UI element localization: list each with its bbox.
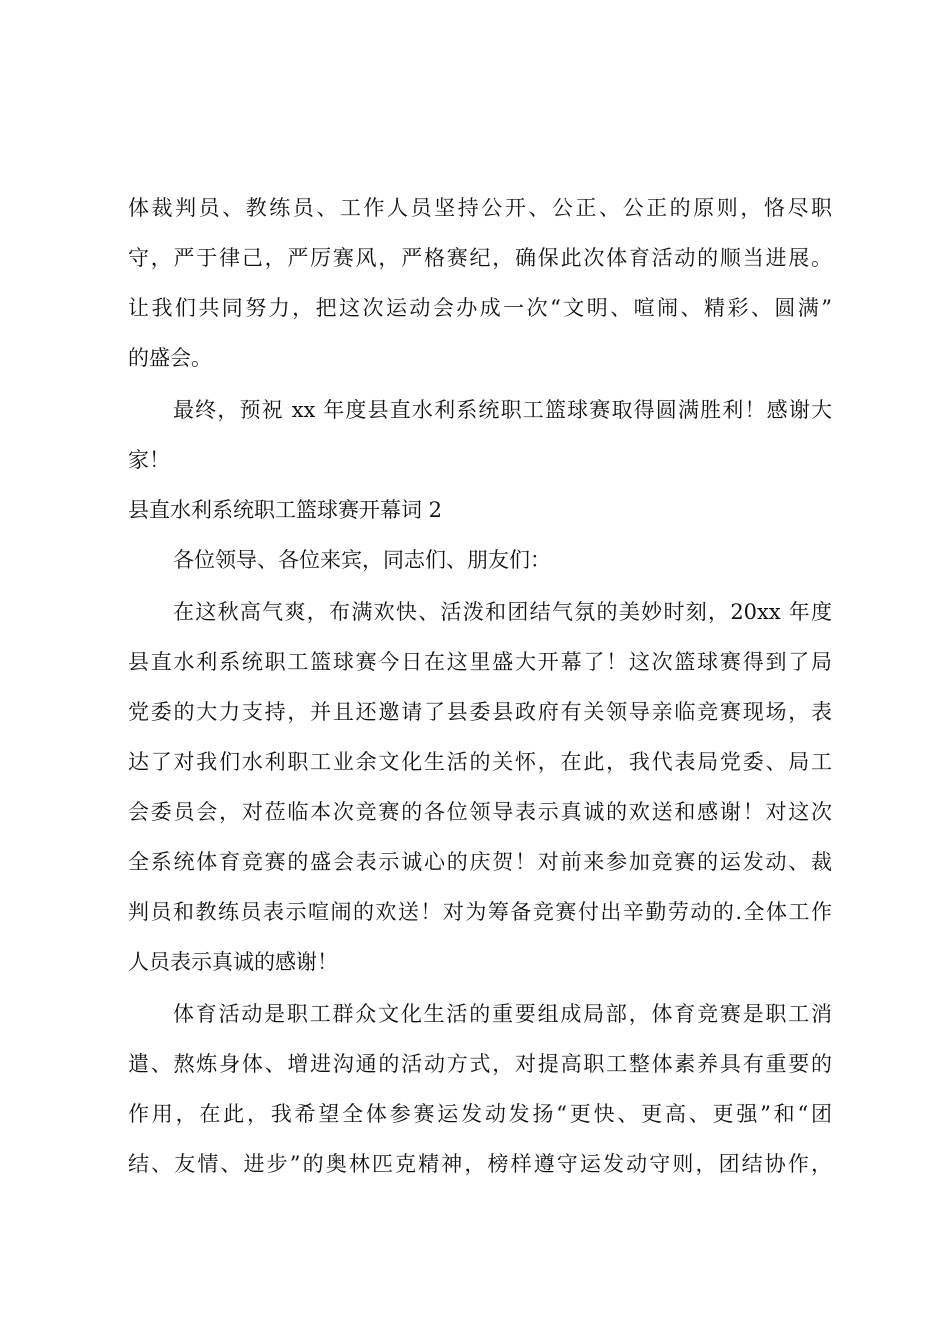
body-text-line: 的盛会。 xyxy=(128,346,212,370)
body-text-line: 在这秋高气爽，布满欢快、活泼和团结气氛的美妙时刻，20xx 年度 xyxy=(173,600,832,624)
body-text-line: 家！ xyxy=(128,448,170,472)
body-text-line: 体裁判员、教练员、工作人员坚持公开、公正、公正的原则，恪尽职 xyxy=(128,196,832,220)
body-text-line: 县直水利系统职工篮球赛今日在这里盛大开幕了！这次篮球赛得到了局 xyxy=(128,650,832,674)
body-text-line: 守，严于律己，严厉赛风，严格赛纪，确保此次体育活动的顺当进展。 xyxy=(128,246,832,270)
body-text-line: 体育活动是职工群众文化生活的重要组成局部，体育竞赛是职工消 xyxy=(173,1002,832,1026)
body-text-line: 党委的大力支持，并且还邀请了县委县政府有关领导亲临竞赛现场，表 xyxy=(128,700,832,724)
body-text-line: 作用，在此，我希望全体参赛运发动发扬“更快、更高、更强”和“团 xyxy=(128,1102,832,1126)
section-heading: 县直水利系统职工篮球赛开幕词 2 xyxy=(128,498,443,522)
salutation-line: 各位领导、各位来宾，同志们、朋友们： xyxy=(173,548,551,572)
body-text-line: 让我们共同努力，把这次运动会办成一次“文明、喧闹、精彩、圆满” xyxy=(128,296,832,320)
body-text-line: 判员和教练员表示喧闹的欢送！对为筹备竞赛付出辛勤劳动的.全体工作 xyxy=(128,900,832,924)
body-text-line: 达了对我们水利职工业余文化生活的关怀，在此，我代表局党委、局工 xyxy=(128,750,832,774)
body-text-line: 会委员会，对莅临本次竞赛的各位领导表示真诚的欢送和感谢！对这次 xyxy=(128,800,832,824)
body-text-line: 最终，预祝 xx 年度县直水利系统职工篮球赛取得圆满胜利！感谢大 xyxy=(173,398,832,422)
body-text-line: 结、友情、进步”的奥林匹克精神，榜样遵守运发动守则，团结协作， xyxy=(128,1152,832,1176)
body-text-line: 全系统体育竞赛的盛会表示诚心的庆贺！对前来参加竞赛的运发动、裁 xyxy=(128,850,832,874)
body-text-line: 人员表示真诚的感谢！ xyxy=(128,950,338,974)
body-text-line: 遣、熬炼身体、增进沟通的活动方式，对提高职工整体素养具有重要的 xyxy=(128,1052,832,1076)
